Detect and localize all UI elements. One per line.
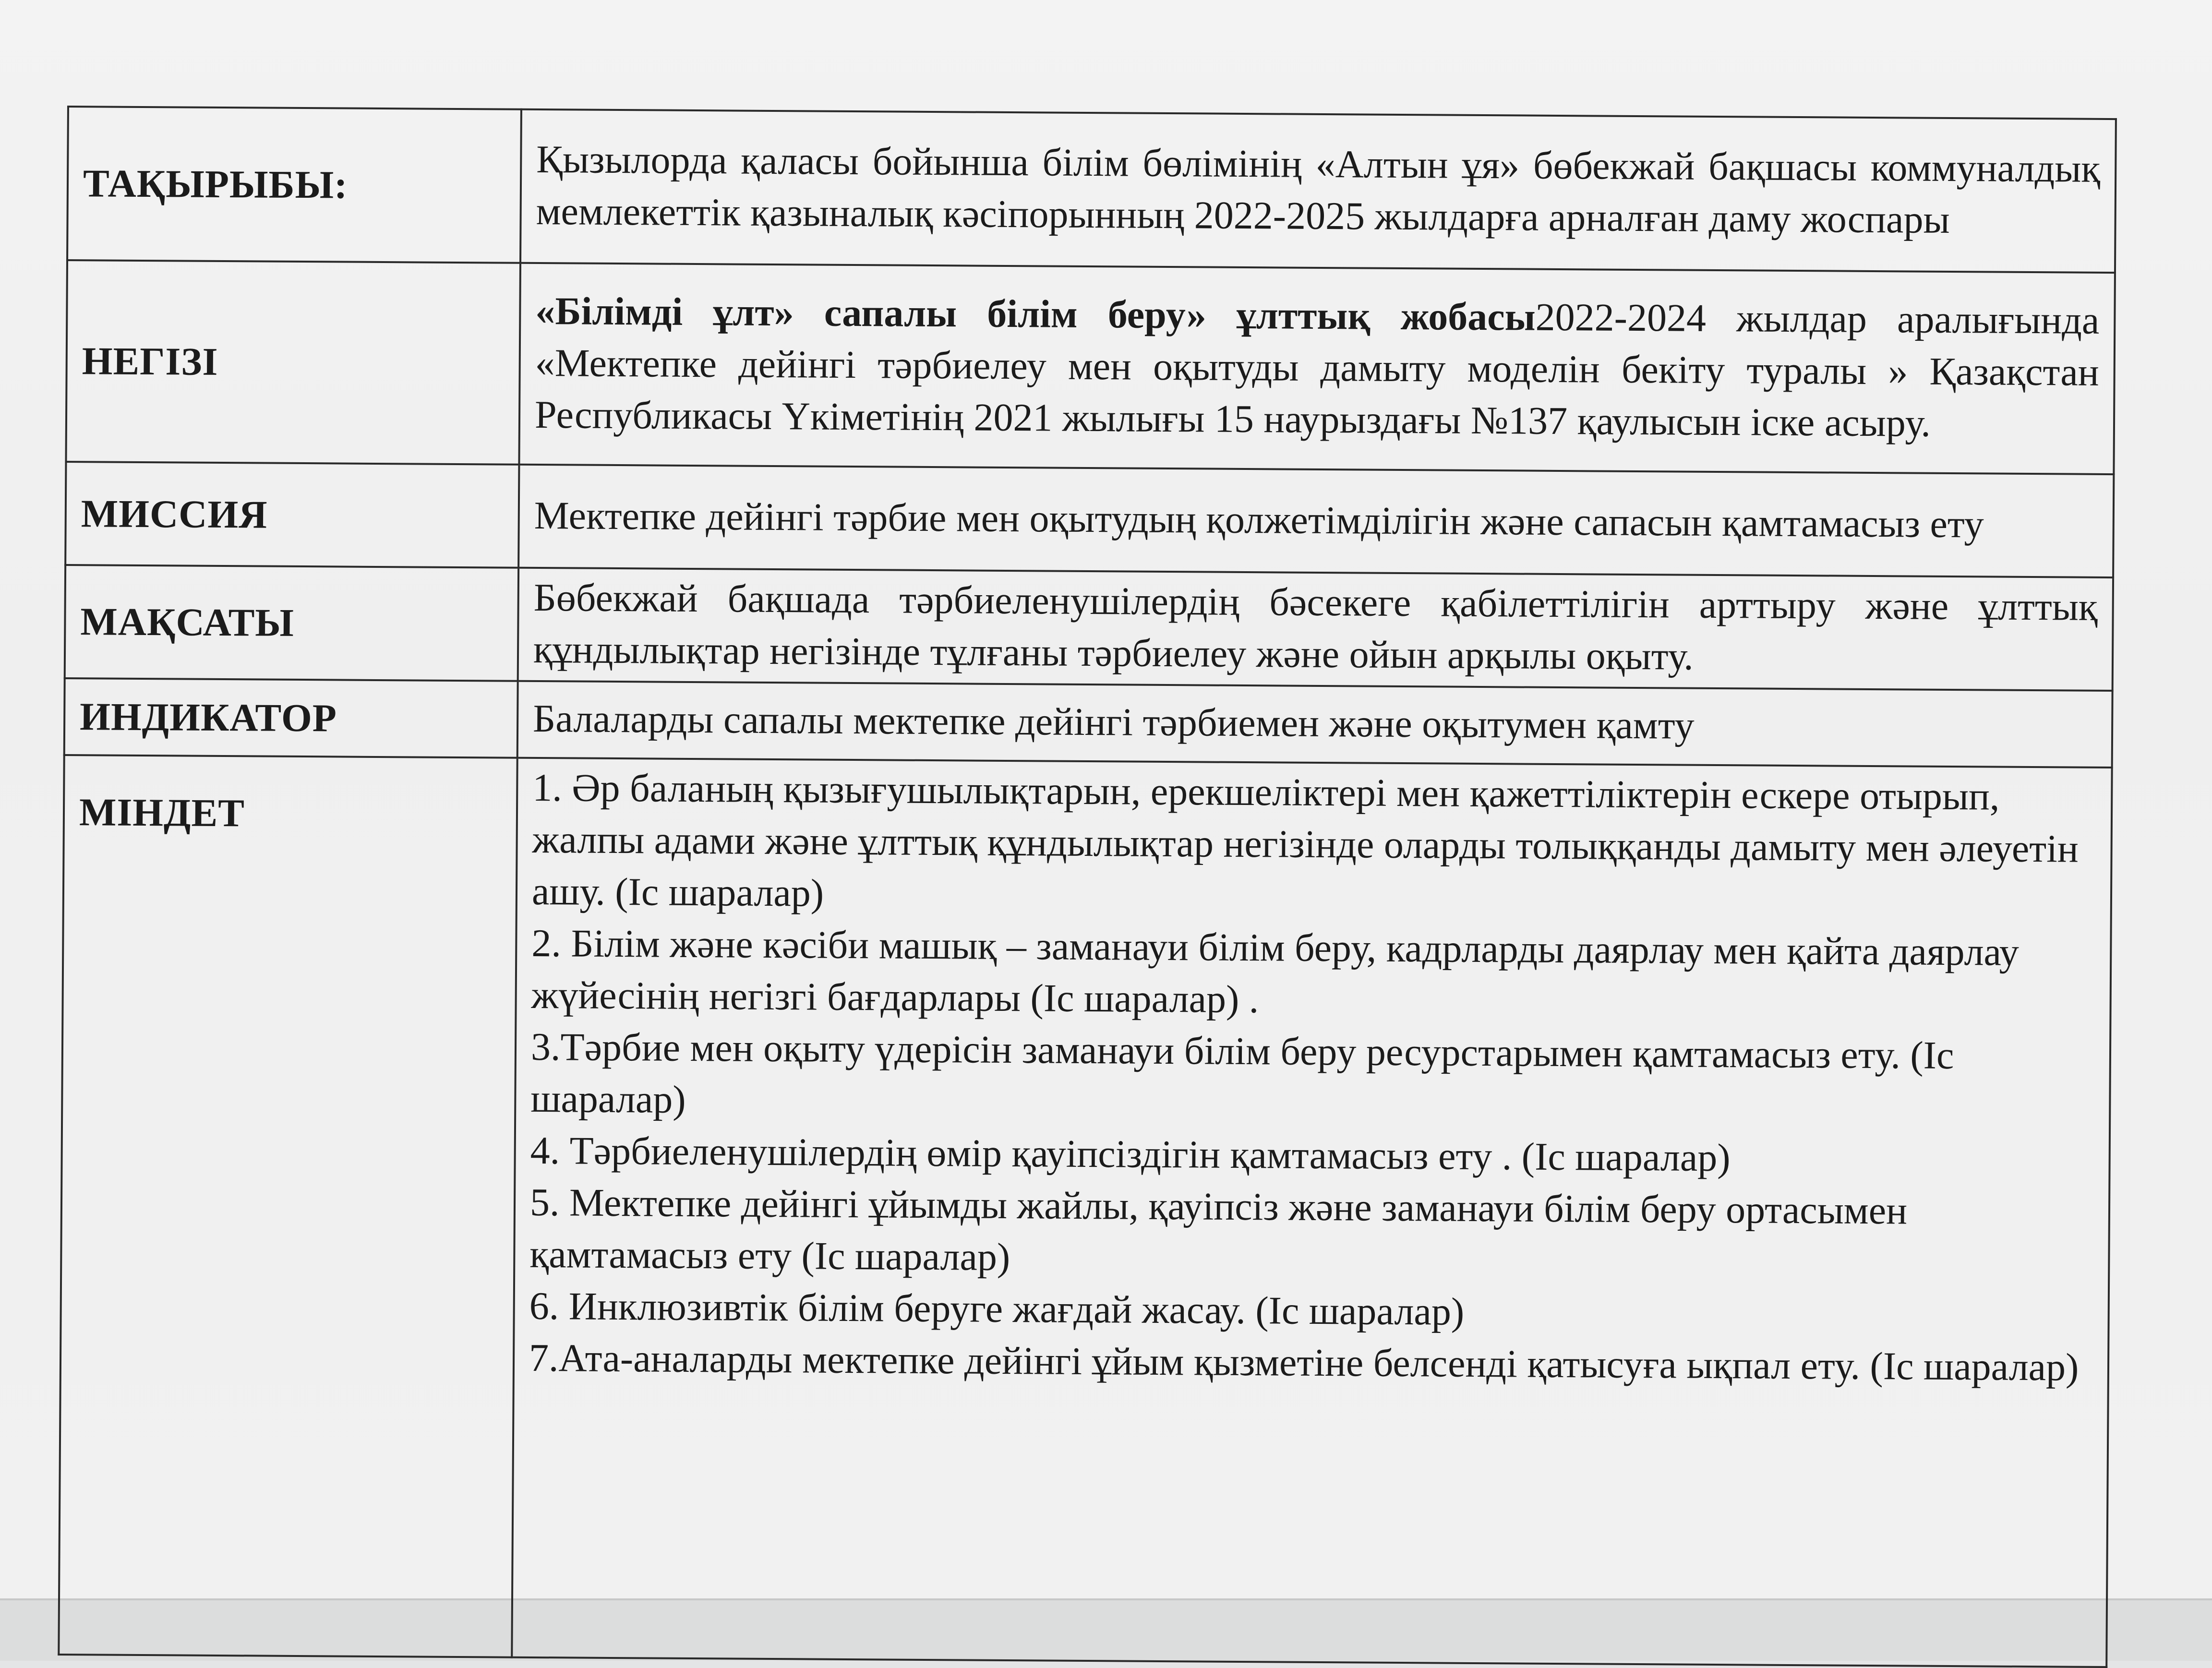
basis-row <box>66 260 2115 474</box>
task-item-4: 4. Тәрбиеленушілердің өмір қауіпсіздігін қамтамасыз ету . (Іс шаралар) <box>530 1128 1731 1180</box>
indicator-text: Балаларды сапалы мектепке дейінгі тәрбиемен және оқытумен қамту <box>517 681 2113 768</box>
basis-text: 2022-2024 жылдар аралығында «Мектепке дейінгі тәрбиелеу мен оқытуды дамыту моделін бекіту туралы » Қазақстан Республикасы Үкіметінің 2021 жылығы 15 наурыздағы №137 қаулысын іске асыру. <box>534 295 2100 445</box>
indicator-row <box>64 678 2113 768</box>
mission-label: МИССИЯ <box>65 462 519 568</box>
task-item-2: 2. Білім және кәсіби машық – заманауи білім беру, кадрларды даярлау мен қайта даярлау жүйесінің негізгі бағдарлары (Іс шаралар) . <box>531 921 2020 1021</box>
tasks-row <box>59 755 2112 1667</box>
task-item-1: 1. Әр баланың қызығушылықтарын, ерекшеліктері мен қажеттіліктерін ескере отырып, жалпы адами және ұлттық құндылықтар негізінде оларды толыққанды дамыту мен әлеуетін ашу. (Іс шаралар) <box>531 765 2079 915</box>
mission-row <box>65 462 2114 577</box>
topic-row <box>67 107 2116 273</box>
topic-text: Қызылорда қаласы бойынша білім бөлімінің «Алтын ұя» бөбекжай бақшасы коммуналдық мемлекеттік қазыналық кәсіпорынның 2022-2025 жылдарға арналған даму жоспары <box>520 109 2116 273</box>
goal-row <box>65 565 2113 691</box>
goal-text: Бөбекжай бақшада тәрбиеленушілердің бәсекеге қабілеттілігін арттыру және ұлттық құндылықтар негізінде тұлғаны тәрбиелеу және ойын арқылы оқыту. <box>518 568 2113 691</box>
goal-label: МАҚСАТЫ <box>65 565 518 681</box>
tasks-list <box>512 758 2112 1667</box>
topic-label: ТАҚЫРЫБЫ: <box>67 107 521 263</box>
basis-project-name: «Білімді ұлт» сапалы білім беру» ұлттық жобасы <box>535 288 1536 339</box>
task-item-7: 7.Ата-аналарды мектепке дейінгі ұйым қызметіне белсенді қатысуға ықпал ету. (Іс шаралар) <box>529 1335 2079 1389</box>
development-plan-table <box>58 106 2117 1668</box>
task-item-3: 3.Тәрбие мен оқыту үдерісін заманауи білім беру ресурстарымен қамтамасыз ету. (Іс шаралар) <box>530 1024 1954 1121</box>
basis-content <box>519 263 2115 474</box>
task-item-5: 5. Мектепке дейінгі ұйымды жайлы, қауіпсіз және заманауи білім беру ортасымен қамтамасыз ету (Іс шаралар) <box>529 1180 1908 1279</box>
mission-text: Мектепке дейінгі тәрбие мен оқытудың қолжетімділігін және сапасын қамтамасыз ету <box>518 465 2114 577</box>
basis-label: НЕГІЗІ <box>66 260 520 465</box>
tasks-label: МІНДЕТ <box>59 755 517 1657</box>
task-item-6: 6. Инклюзивтік білім беруге жағдай жасау. (Іс шаралар) <box>529 1284 1465 1333</box>
indicator-label: ИНДИКАТОР <box>64 678 518 758</box>
